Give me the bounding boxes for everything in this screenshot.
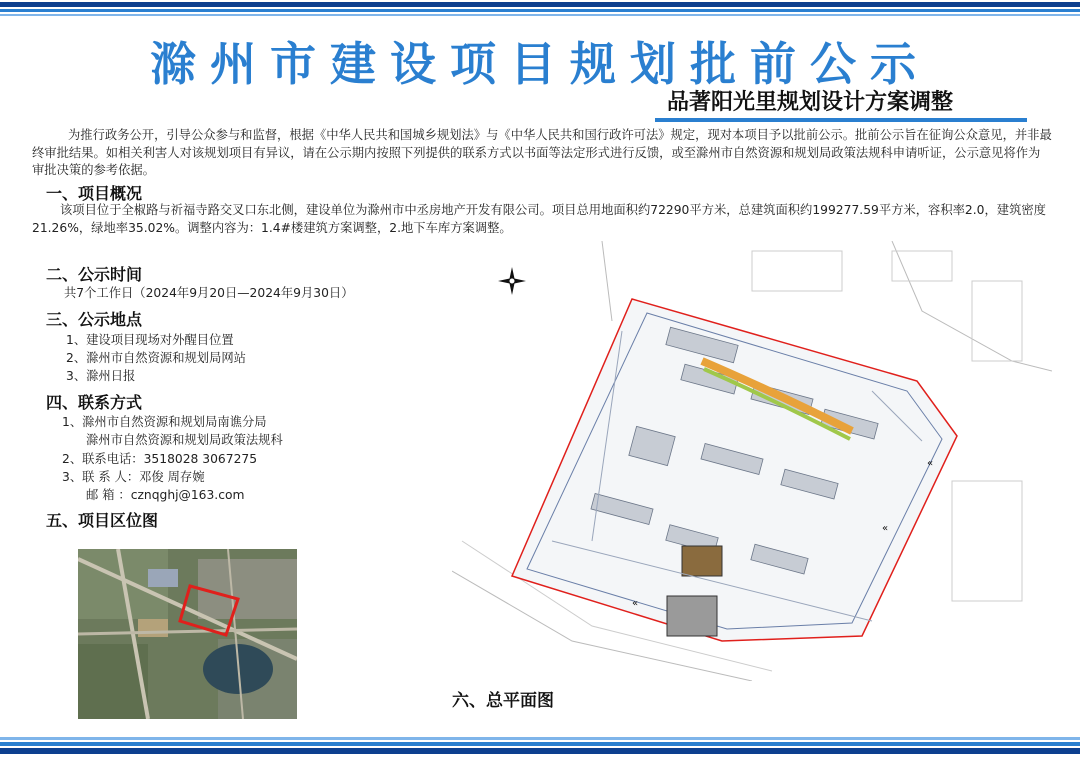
contact-email: 邮 箱 ：cznqghj@163.com [86,488,245,502]
page-title: 滁州市建设项目规划批前公示 [150,37,930,91]
place-item-2: 2、滁州市自然资源和规划局网站 [66,351,246,365]
section-heading-overview: 一、项目概况 [46,184,143,203]
time-text: 共7个工作日（2024年9月20日—2024年9月30日） [64,286,354,300]
page-subtitle: 品著阳光里规划设计方案调整 [667,90,954,115]
contact-office-2: 滁州市自然资源和规划局政策法规科 [86,433,283,447]
section-heading-time: 二、公示时间 [46,265,143,284]
bottom-banner-bar [0,735,1080,759]
overview-paragraph: 该项目位于全椒路与祈福寺路交叉口东北侧，建设单位为滁州市中丞房地产开发有限公司。项目总用地面积约72290平方米，总建筑面积约199277.59平方米，容积率2.0，建筑密度21.26%，绿地率35.02%。调整内容为：1.4#楼建筑方案调整，2.地下车库方案调整。 [32,203,1046,235]
svg-text:«: « [882,523,889,534]
contact-phone: 2、联系电话：3518028 3067275 [62,452,258,466]
place-item-1: 1、建设项目现场对外醒目位置 [66,333,234,347]
aerial-map-graphic [78,549,297,719]
svg-text:«: « [632,598,639,609]
top-banner-bar [0,0,1080,22]
site-master-plan [452,241,1052,681]
subtitle-underline [655,118,1027,122]
place-item-3: 3、滁州日报 [66,369,136,383]
intro-paragraph: 为推行政务公开，引导公众参与和监督，根据《中华人民共和国城乡规划法》与《中华人民共和国行政许可法》规定，现对本项目予以批前公示。批前公示旨在征询公众意见，并非最终审批结果。如相关利害人对该规划项目有异议，请在公示期内按照下列提供的联系方式以书面等法定形式进行反馈，或至滁州市自然资源和规划局政策法规科申请听证，公示意见将作为审批决策的参考依据。 [32,128,1052,177]
section-heading-place: 三、公示地点 [46,310,143,329]
contact-person: 3、联 系 人：邓俊 周存婉 [62,470,205,484]
section-heading-contact: 四、联系方式 [46,393,143,412]
contact-office-1: 1、滁州市自然资源和规划局南谯分局 [62,415,267,429]
section-heading-site-plan: 六、总平面图 [452,691,554,711]
section-heading-location: 五、项目区位图 [46,511,159,530]
svg-text:«: « [927,458,934,469]
location-aerial-map [78,549,297,719]
master-plan-graphic [452,241,1052,681]
